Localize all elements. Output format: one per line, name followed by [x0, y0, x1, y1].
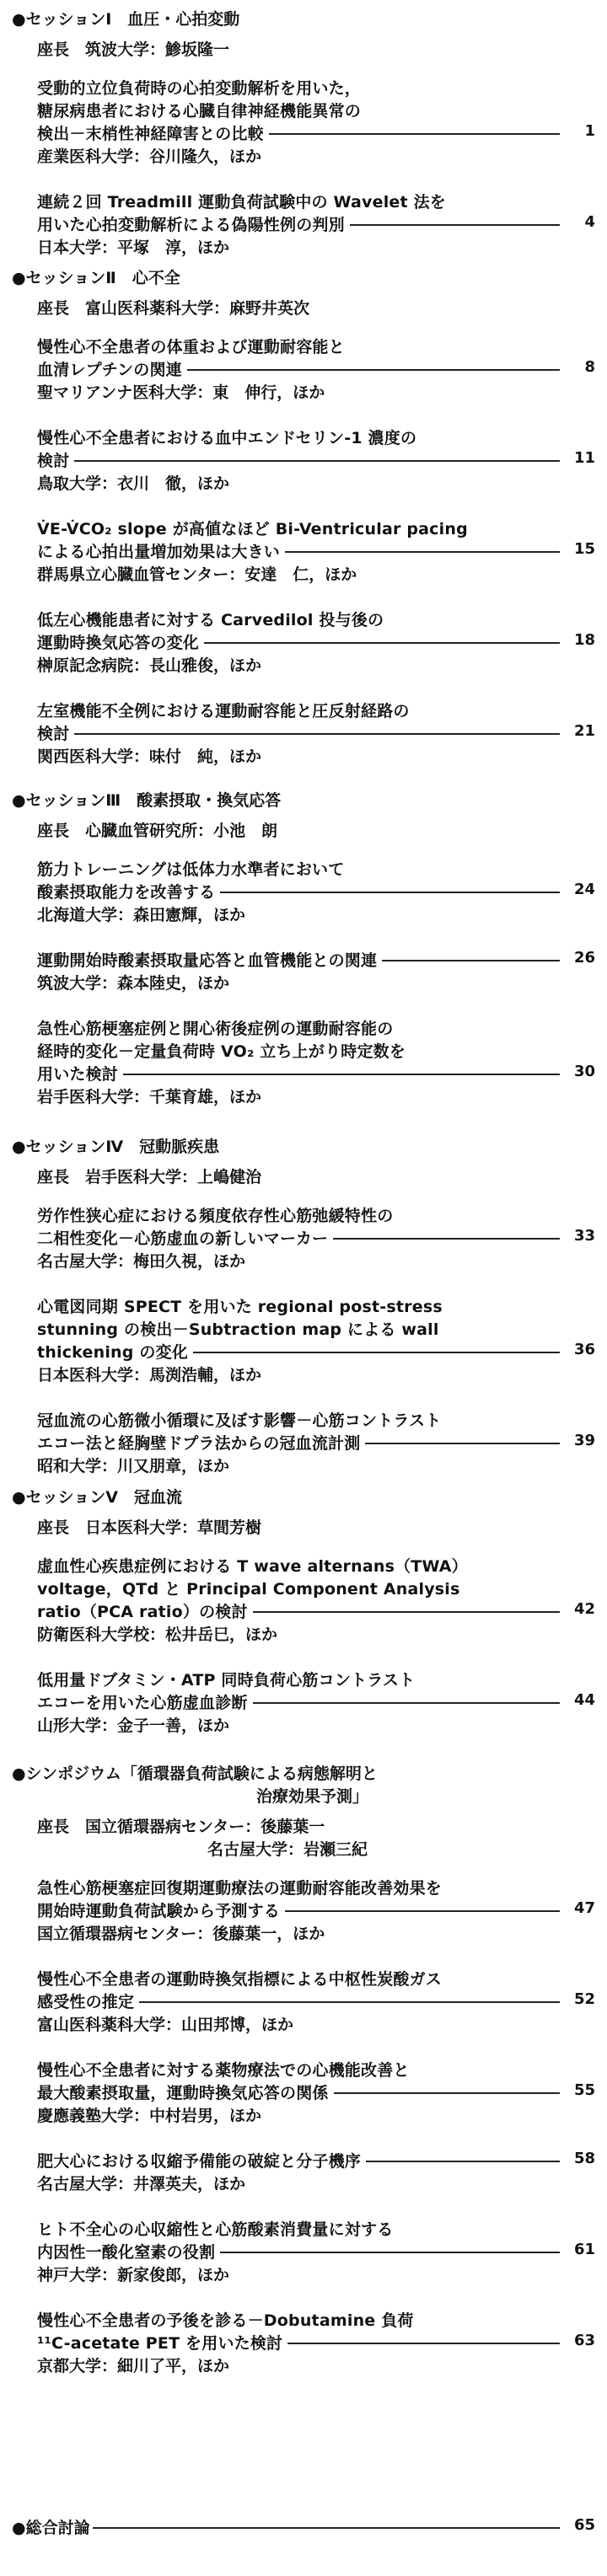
entry-title-line: 用いた心拍変動解析による偽陽性例の判別: [37, 216, 345, 234]
leader-line: [74, 460, 560, 462]
page-number: 4: [584, 213, 595, 231]
session-chair: 座長 岩手医科大学：上嶋健治: [37, 1168, 262, 1186]
entry-title-line: 検討: [37, 725, 70, 743]
leader-line: [333, 1238, 560, 1240]
page-number: 55: [573, 2081, 595, 2099]
entry-title-line: ヒト不全心の心収縮性と心筋酸素消費量に対する: [37, 2220, 394, 2239]
page-number: 15: [573, 540, 595, 558]
entry-title-line: 運動開始時酸素摂取量応答と血管機能との関連: [37, 951, 378, 970]
leader-line: [269, 133, 560, 135]
entry-title-line: 連続２回 Treadmill 運動負荷試験中の Wavelet 法を: [37, 193, 447, 212]
entry-authors: 神戸大学：新家俊郎，ほか: [37, 2266, 230, 2284]
page-number: 44: [573, 1691, 595, 1709]
entry-authors: 関西医科大学：味付 純，ほか: [37, 747, 262, 766]
page-number: 26: [573, 949, 595, 967]
page-number: 36: [573, 1341, 595, 1358]
entry-authors: 名古屋大学：井澤英夫，ほか: [37, 2175, 246, 2193]
entry-title-line: 感受性の推定: [37, 1993, 135, 2011]
session-title: ●総合討論: [12, 2519, 90, 2537]
leader-line: [253, 1611, 560, 1613]
entry-title-line: 検出－末梢性神経障害との比較: [37, 125, 264, 143]
page-number: 39: [573, 1432, 595, 1449]
entry-authors: 榊原記念病院：長山雅俊，ほか: [37, 656, 262, 675]
leader-line: [123, 1074, 560, 1075]
entry-title-line: 心電図同期 SPECT を用いた regional post-stress: [37, 1298, 443, 1316]
page-number: 30: [573, 1063, 595, 1080]
entry-title-line: 慢性心不全患者の予後を診る－Dobutamine 負荷: [37, 2311, 414, 2330]
session-chair: 座長 日本医科大学：草間芳樹: [37, 1518, 262, 1537]
leader-line: [382, 960, 560, 961]
entry-title-line: 運動時換気応答の変化: [37, 634, 200, 652]
entry-title-line: 内因性一酸化窒素の役割: [37, 2243, 216, 2262]
entry-title-line: 筋力トレーニングは低体力水準者において: [37, 860, 345, 879]
entry-authors: 産業医科大学：谷川隆久，ほか: [37, 147, 262, 166]
leader-line: [350, 224, 560, 226]
leader-line: [204, 642, 560, 644]
entry-authors: 鳥取大学：衣川 徹，ほか: [37, 474, 230, 493]
leader-line: [187, 369, 560, 371]
session-chair: 座長 国立循環器病センター：後藤葉一: [37, 1818, 325, 1836]
entry-authors: 富山医科薬科大学：山田邦博，ほか: [37, 2016, 294, 2034]
entry-title-line: voltage，QTd と Principal Component Analysis: [37, 1580, 460, 1599]
entry-title-line: による心拍出量増加効果は大きい: [37, 543, 281, 561]
entry-title-line: V̇E-V̇CO₂ slope が高値なほど Bi-Ventricular pacing: [37, 520, 468, 538]
entry-title-line: 慢性心不全患者における血中エンドセリン-1 濃度の: [37, 429, 417, 447]
entry-title-line: 慢性心不全患者の体重および運動耐容能と: [37, 338, 345, 356]
entry-authors: 日本医科大学：馬渕浩輔，ほか: [37, 1366, 262, 1384]
entry-title-line: 慢性心不全患者の運動時換気指標による中枢性炭酸ガス: [37, 1970, 443, 1989]
entry-authors: 群馬県立心臓血管センター：安達 仁，ほか: [37, 565, 357, 584]
leader-line: [220, 892, 560, 893]
entry-title-line: 慢性心不全患者に対する薬物療法での心機能改善と: [37, 2061, 410, 2080]
leader-line: [285, 1910, 560, 1912]
entry-authors: 日本大学：平塚 淳，ほか: [37, 238, 230, 257]
page-number: 47: [573, 1899, 595, 1917]
entry-title-line: 肥大心における収縮予備能の破綻と分子機序: [37, 2152, 362, 2171]
entry-title-line: 検討: [37, 452, 70, 470]
entry-authors: 慶應義塾大学：中村岩男，ほか: [37, 2107, 262, 2125]
page-number: 1: [584, 122, 595, 140]
leader-line: [74, 733, 560, 735]
entry-authors: 名古屋大学：梅田久視，ほか: [37, 1252, 246, 1271]
page-number: 18: [573, 631, 595, 649]
entry-authors: 昭和大学：川又朋章，ほか: [37, 1457, 230, 1475]
entry-authors: 山形大学：金子一善，ほか: [37, 1716, 230, 1735]
entry-title-line: 左室機能不全例における運動耐容能と圧反射経路の: [37, 702, 410, 720]
leader-line: [287, 2343, 560, 2344]
entry-authors: 京都大学：細川了平，ほか: [37, 2357, 230, 2375]
entry-title-line: 労作性狭心症における頻度依存性心筋弛緩特性の: [37, 1207, 394, 1225]
entry-title-line: 経時的変化－定量負荷時 VO₂ 立ち上がり時定数を: [37, 1042, 406, 1061]
entry-authors: 防衛医科大学校：松井岳巳，ほか: [37, 1625, 278, 1644]
entry-title-line: 受動的立位負荷時の心拍変動解析を用いた，: [37, 79, 362, 98]
session-title: ●セッションⅡ 心不全: [12, 269, 180, 287]
session-chair: 座長 富山医科薬科大学：麻野井英次: [37, 299, 310, 318]
entry-title-line: 虚血性心疾患症例における T wave alternans（TWA）: [37, 1557, 468, 1576]
leader-line: [366, 2161, 560, 2162]
entry-title-line: 血清レプチンの関連: [37, 361, 182, 379]
session-title: ●セッションⅣ 冠動脈疾患: [12, 1138, 220, 1156]
page-number: 42: [573, 1600, 595, 1618]
session-title: ●セッションⅤ 冠血流: [12, 1488, 182, 1507]
page-number: 63: [573, 2332, 595, 2349]
session-chair: 座長 筑波大学：鯵坂隆一: [37, 40, 230, 59]
entry-authors: 国立循環器病センター：後藤葉一，ほか: [37, 1925, 325, 1943]
leader-line: [365, 1443, 560, 1444]
entry-title-line: ratio（PCA ratio）の検討: [37, 1603, 248, 1621]
entry-title-line: ¹¹C-acetate PET を用いた検討: [37, 2334, 283, 2353]
entry-title-line: 糖尿病患者における心臓自律神経機能異常の: [37, 102, 362, 120]
entry-title-line: 開始時運動負荷試験から予測する: [37, 1902, 281, 1920]
leader-line: [334, 2092, 560, 2094]
entry-authors: 岩手医科大学：千葉育雄，ほか: [37, 1088, 262, 1106]
entry-title-line: 二相性変化－心筋虚血の新しいマーカー: [37, 1229, 329, 1248]
leader-line: [285, 551, 560, 553]
leader-line: [93, 2527, 560, 2529]
leader-line: [193, 1352, 560, 1353]
entry-title-line: 冠血流の心筋微小循環に及ぼす影響－心筋コントラスト: [37, 1411, 442, 1430]
leader-line: [253, 1702, 560, 1704]
session-chair-line2: 名古屋大学：岩瀬三紀: [207, 1840, 368, 1859]
entry-title-line: 最大酸素摂取量，運動時換気応答の関係: [37, 2084, 329, 2102]
entry-title-line: 酸素摂取能力を改善する: [37, 883, 216, 902]
entry-title-line: 急性心筋梗塞症例と開心術後症例の運動耐容能の: [37, 1020, 394, 1038]
entry-title-line: エコー法と経胸壁ドプラ法からの冠血流計測: [37, 1434, 361, 1453]
entry-title-line: 用いた検討: [37, 1065, 119, 1084]
session-title: ●シンポジウム「循環器負荷試験による病態解明と: [12, 1765, 378, 1783]
page-number: 24: [573, 881, 595, 898]
page-number: 58: [573, 2150, 595, 2167]
page-number: 11: [573, 449, 595, 467]
page-number: 21: [573, 722, 595, 740]
entry-title-line: stunning の検出－Subtraction map による wall: [37, 1320, 439, 1339]
session-title: ●セッションⅢ 酸素摂取・換気応答: [12, 791, 282, 810]
session-title: ●セッションⅠ 血圧・心拍変動: [12, 10, 240, 29]
entry-title-line: 急性心筋梗塞症回復期運動療法の運動耐容能改善効果を: [37, 1879, 443, 1898]
entry-title-line: 低左心機能患者に対する Carvedilol 投与後の: [37, 611, 384, 629]
page-number: 8: [584, 358, 595, 376]
entry-title-line: thickening の変化: [37, 1343, 188, 1362]
page-number: 33: [573, 1227, 595, 1245]
page-number: 61: [573, 2241, 595, 2258]
leader-line: [139, 2001, 560, 2003]
entry-title-line: エコーを用いた心筋虚血診断: [37, 1694, 248, 1712]
session-title-line2: 治療効果予測」: [256, 1787, 369, 1806]
session-chair: 座長 心臓血管研究所：小池 朗: [37, 822, 278, 840]
leader-line: [220, 2252, 560, 2253]
page-number: 52: [573, 1990, 595, 2008]
entry-title-line: 低用量ドブタミン・ATP 同時負荷心筋コントラスト: [37, 1671, 416, 1690]
entry-authors: 筑波大学：森本陸史，ほか: [37, 974, 230, 993]
page-number: 65: [573, 2516, 595, 2534]
entry-authors: 北海道大学：森田憲輝，ほか: [37, 906, 246, 924]
entry-authors: 聖マリアンナ医科大学：東 伸行，ほか: [37, 383, 325, 402]
